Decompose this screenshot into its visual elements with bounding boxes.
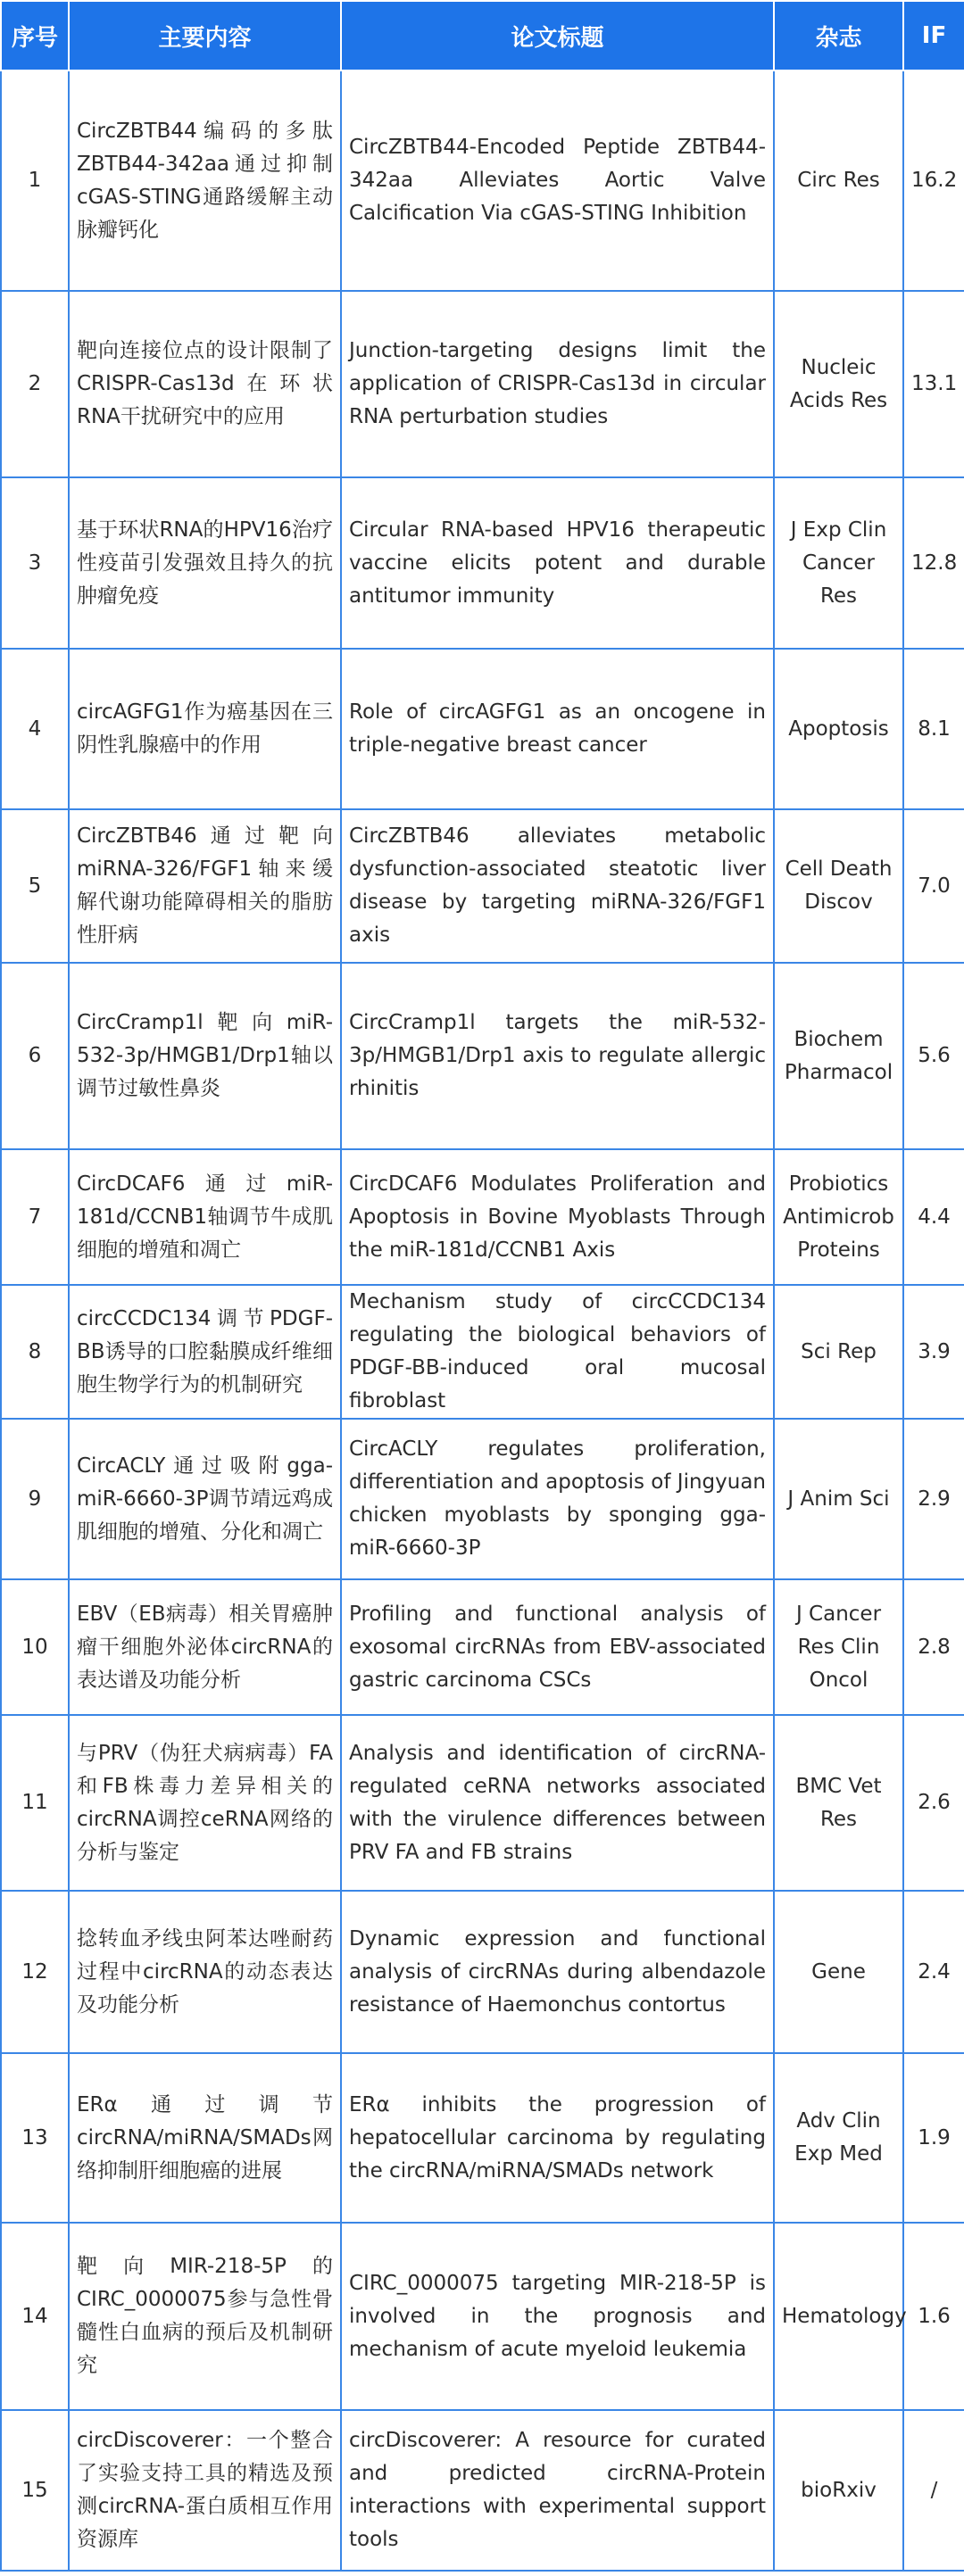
row-paper-title: Role of circAGFG1 as an oncogene in triple-negative breast cancer bbox=[341, 649, 774, 809]
row-index: 2 bbox=[1, 291, 69, 477]
row-index: 3 bbox=[1, 477, 69, 649]
row-journal: Circ Res bbox=[774, 70, 903, 291]
row-journal: bioRxiv bbox=[774, 2410, 903, 2571]
row-main-content: CircCramp1l靶向miR-532-3p/HMGB1/Drp1轴以调节过敏性鼻炎 bbox=[69, 963, 341, 1149]
table-row bbox=[1, 291, 964, 477]
table-row bbox=[1, 963, 964, 1149]
row-journal: J Cancer Res Clin Oncol bbox=[774, 1579, 903, 1715]
row-impact-factor: 8.1 bbox=[903, 649, 964, 809]
row-main-content: CircDCAF6通过miR-181d/CCNB1轴调节牛成肌细胞的增殖和凋亡 bbox=[69, 1149, 341, 1285]
row-index: 13 bbox=[1, 2053, 69, 2223]
table-row bbox=[1, 649, 964, 809]
header-paper-title: 论文标题 bbox=[341, 1, 774, 70]
row-main-content: circAGFG1作为癌基因在三阴性乳腺癌中的作用 bbox=[69, 649, 341, 809]
row-paper-title: Mechanism study of circCCDC134 regulating the biological behaviors of PDGF-BB-induced oral mucosal fibroblast bbox=[341, 1285, 774, 1419]
row-impact-factor: 2.9 bbox=[903, 1419, 964, 1579]
row-journal: BMC Vet Res bbox=[774, 1715, 903, 1891]
row-journal: Cell Death Discov bbox=[774, 809, 903, 963]
row-paper-title: CIRC_0000075 targeting MIR-218-5P is involved in the prognosis and mechanism of acute myeloid leukemia bbox=[341, 2223, 774, 2410]
header-journal: 杂志 bbox=[774, 1, 903, 70]
row-index: 6 bbox=[1, 963, 69, 1149]
row-impact-factor: 2.6 bbox=[903, 1715, 964, 1891]
row-index: 1 bbox=[1, 70, 69, 291]
row-index: 11 bbox=[1, 1715, 69, 1891]
row-journal: Probiotics Antimicrob Proteins bbox=[774, 1149, 903, 1285]
row-paper-title: CircDCAF6 Modulates Proliferation and Apoptosis in Bovine Myoblasts Through the miR-181d/CCNB1 Axis bbox=[341, 1149, 774, 1285]
row-main-content: EBV（EB病毒）相关胃癌肿瘤干细胞外泌体circRNA的表达谱及功能分析 bbox=[69, 1579, 341, 1715]
row-impact-factor: 2.8 bbox=[903, 1579, 964, 1715]
row-impact-factor: 3.9 bbox=[903, 1285, 964, 1419]
row-impact-factor: 2.4 bbox=[903, 1891, 964, 2053]
row-impact-factor: 4.4 bbox=[903, 1149, 964, 1285]
row-index: 5 bbox=[1, 809, 69, 963]
row-journal: J Anim Sci bbox=[774, 1419, 903, 1579]
row-index: 12 bbox=[1, 1891, 69, 2053]
table-row bbox=[1, 2410, 964, 2571]
table-row bbox=[1, 70, 964, 291]
row-paper-title: ERα inhibits the progression of hepatocellular carcinoma by regulating the circRNA/miRNA/SMADs network bbox=[341, 2053, 774, 2223]
row-journal: Adv Clin Exp Med bbox=[774, 2053, 903, 2223]
row-paper-title: CircACLY regulates proliferation, differentiation and apoptosis of Jingyuan chicken myoblasts by sponging gga-miR-6660-3P bbox=[341, 1419, 774, 1579]
row-journal: Nucleic Acids Res bbox=[774, 291, 903, 477]
row-paper-title: Circular RNA-based HPV16 therapeutic vaccine elicits potent and durable antitumor immunity bbox=[341, 477, 774, 649]
table-row bbox=[1, 2223, 964, 2410]
table-row bbox=[1, 477, 964, 649]
row-main-content: 靶向连接位点的设计限制了CRISPR-Cas13d在环状RNA干扰研究中的应用 bbox=[69, 291, 341, 477]
row-paper-title: Dynamic expression and functional analysis of circRNAs during albendazole resistance of Haemonchus contortus bbox=[341, 1891, 774, 2053]
table-row bbox=[1, 1419, 964, 1579]
row-paper-title: Analysis and identification of circRNA-regulated ceRNA networks associated with the virulence differences between PRV FA and FB strains bbox=[341, 1715, 774, 1891]
row-main-content: CircZBTB46通过靶向miRNA-326/FGF1轴来缓解代谢功能障碍相关的脂肪性肝病 bbox=[69, 809, 341, 963]
row-index: 14 bbox=[1, 2223, 69, 2410]
row-paper-title: CircZBTB44-Encoded Peptide ZBTB44-342aa Alleviates Aortic Valve Calcification Via cGAS-STING Inhibition bbox=[341, 70, 774, 291]
row-impact-factor: 1.9 bbox=[903, 2053, 964, 2223]
row-index: 8 bbox=[1, 1285, 69, 1419]
row-impact-factor: 13.1 bbox=[903, 291, 964, 477]
row-index: 7 bbox=[1, 1149, 69, 1285]
row-index: 4 bbox=[1, 649, 69, 809]
row-journal: Sci Rep bbox=[774, 1285, 903, 1419]
row-journal: Hematology bbox=[774, 2223, 903, 2410]
row-journal: Apoptosis bbox=[774, 649, 903, 809]
row-main-content: 与PRV（伪狂犬病病毒）FA和FB株毒力差异相关的circRNA调控ceRNA网络的分析与鉴定 bbox=[69, 1715, 341, 1891]
row-main-content: 靶向MIR-218-5P的CIRC_0000075参与急性骨髓性白血病的预后及机制研究 bbox=[69, 2223, 341, 2410]
row-impact-factor: 12.8 bbox=[903, 477, 964, 649]
row-paper-title: Profiling and functional analysis of exosomal circRNAs from EBV-associated gastric carcinoma CSCs bbox=[341, 1579, 774, 1715]
row-index: 10 bbox=[1, 1579, 69, 1715]
row-impact-factor: 5.6 bbox=[903, 963, 964, 1149]
row-journal: Biochem Pharmacol bbox=[774, 963, 903, 1149]
row-main-content: ERα通过调节circRNA/miRNA/SMADs网络抑制肝细胞癌的进展 bbox=[69, 2053, 341, 2223]
row-index: 9 bbox=[1, 1419, 69, 1579]
table-row bbox=[1, 1891, 964, 2053]
row-paper-title: circDiscoverer: A resource for curated and predicted circRNA-Protein interactions with experimental support tools bbox=[341, 2410, 774, 2571]
row-paper-title: Junction-targeting designs limit the application of CRISPR-Cas13d in circular RNA perturbation studies bbox=[341, 291, 774, 477]
row-paper-title: CircZBTB46 alleviates metabolic dysfunction-associated steatotic liver disease by targeting miRNA-326/FGF1 axis bbox=[341, 809, 774, 963]
row-impact-factor: 1.6 bbox=[903, 2223, 964, 2410]
row-paper-title: CircCramp1l targets the miR-532-3p/HMGB1/Drp1 axis to regulate allergic rhinitis bbox=[341, 963, 774, 1149]
table-row bbox=[1, 1149, 964, 1285]
row-journal: Gene bbox=[774, 1891, 903, 2053]
table-row bbox=[1, 1579, 964, 1715]
row-impact-factor: 7.0 bbox=[903, 809, 964, 963]
row-index: 15 bbox=[1, 2410, 69, 2571]
table-row bbox=[1, 1715, 964, 1891]
table-row bbox=[1, 1285, 964, 1419]
row-impact-factor: / bbox=[903, 2410, 964, 2571]
row-impact-factor: 16.2 bbox=[903, 70, 964, 291]
header-content: 主要内容 bbox=[69, 1, 341, 70]
row-main-content: 捻转血矛线虫阿苯达唑耐药过程中circRNA的动态表达及功能分析 bbox=[69, 1891, 341, 2053]
table-row bbox=[1, 809, 964, 963]
row-main-content: CircZBTB44编码的多肽ZBTB44-342aa通过抑制cGAS-STING通路缓解主动脉瓣钙化 bbox=[69, 70, 341, 291]
row-main-content: 基于环状RNA的HPV16治疗性疫苗引发强效且持久的抗肿瘤免疫 bbox=[69, 477, 341, 649]
row-main-content: CircACLY通过吸附gga-miR-6660-3P调节靖远鸡成肌细胞的增殖、分化和凋亡 bbox=[69, 1419, 341, 1579]
row-journal: J Exp Clin Cancer Res bbox=[774, 477, 903, 649]
table-header-row bbox=[1, 1, 964, 70]
row-main-content: circDiscoverer：一个整合了实验支持工具的精选及预测circRNA-蛋白质相互作用资源库 bbox=[69, 2410, 341, 2571]
table-row bbox=[1, 2053, 964, 2223]
row-main-content: circCCDC134调节PDGF-BB诱导的口腔黏膜成纤维细胞生物学行为的机制研究 bbox=[69, 1285, 341, 1419]
header-index: 序号 bbox=[1, 1, 69, 70]
header-impact-factor: IF bbox=[903, 1, 964, 70]
